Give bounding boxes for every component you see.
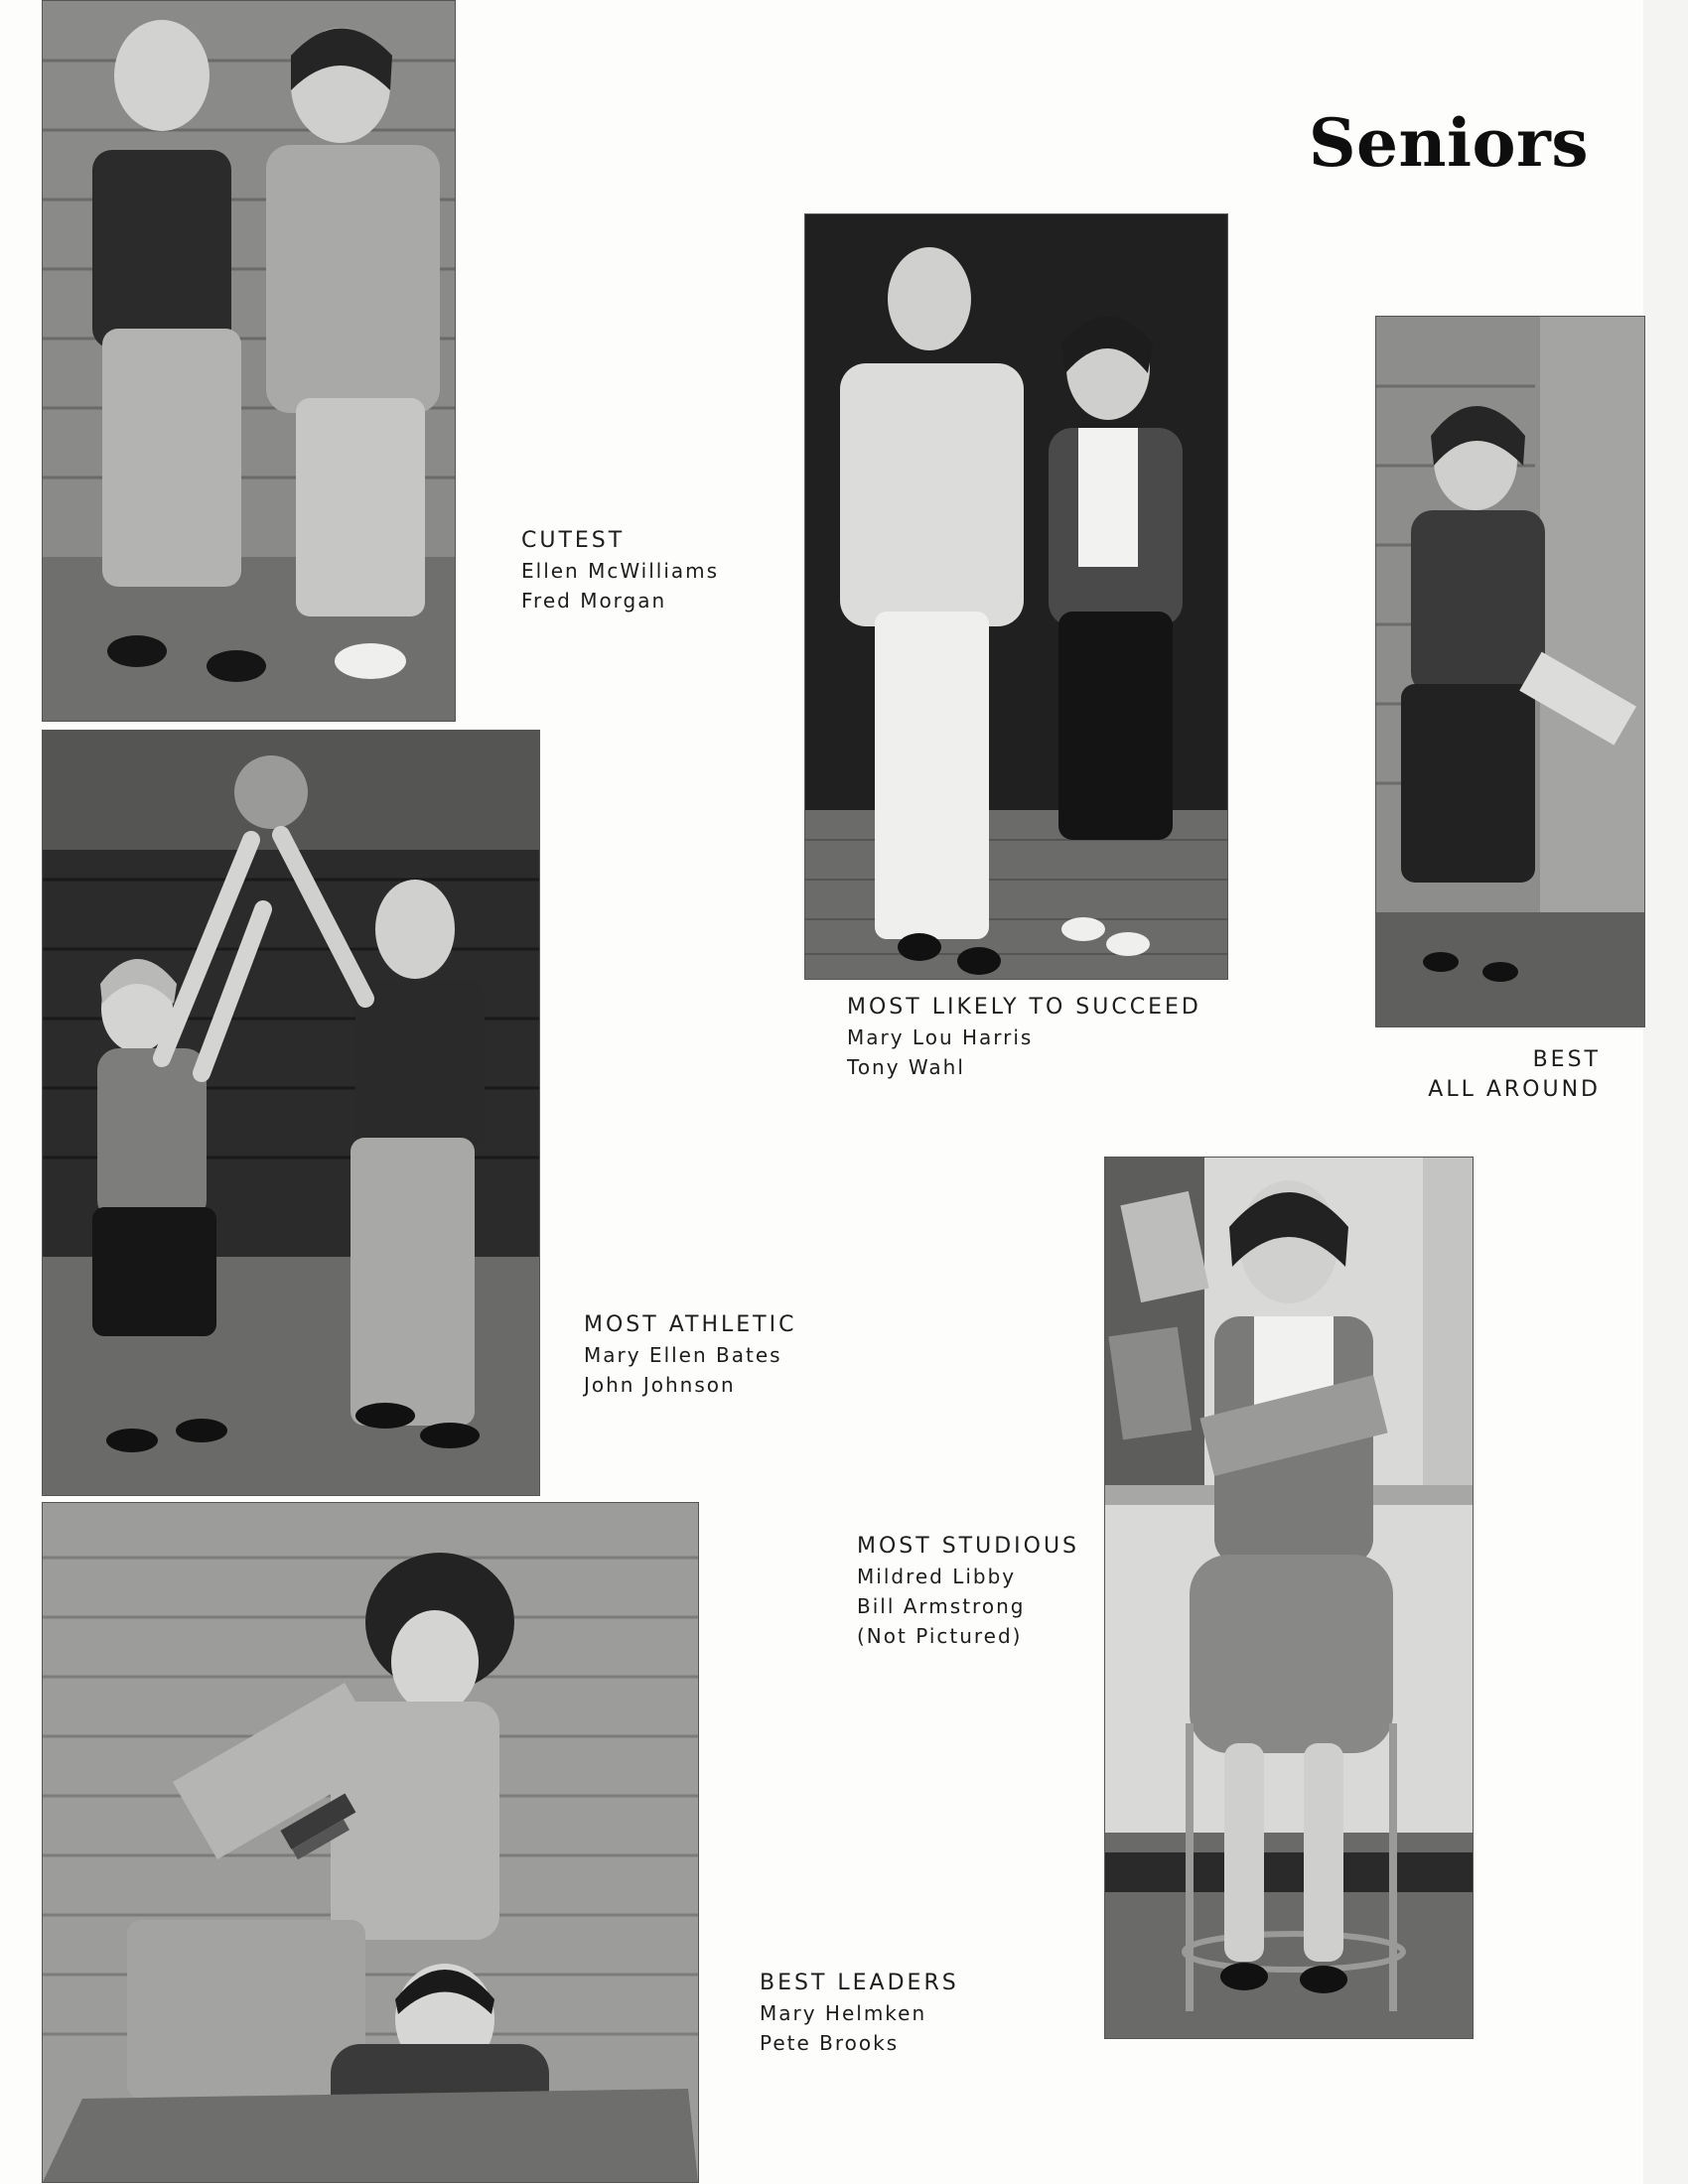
caption-most-studious [857, 1532, 1079, 1651]
photo-cutest [42, 0, 456, 722]
photo-best-all-around [1375, 316, 1645, 1027]
photo-most-studious [1104, 1157, 1474, 2039]
award-title-most-athletic: MOST ATHLETIC [584, 1312, 797, 1337]
caption-best-all-around [1390, 1045, 1601, 1105]
page-edge [1643, 0, 1688, 2184]
award-note: (Not Pictured) [857, 1624, 1023, 1648]
award-title-most-studious: MOST STUDIOUS [857, 1534, 1080, 1559]
caption-cutest [521, 526, 719, 615]
photo-most-likely-to-succeed [804, 213, 1228, 980]
award-name: Fred Morgan [521, 589, 667, 613]
photo-most-athletic [42, 730, 540, 1496]
award-title-most-likely: MOST LIKELY TO SUCCEED [847, 995, 1201, 1020]
award-title-best-leaders: BEST LEADERS [760, 1971, 959, 1995]
page-heading: Seniors [1308, 104, 1589, 182]
award-title-cutest: CUTEST [521, 528, 626, 553]
award-name: John Johnson [584, 1373, 736, 1397]
award-name: Mary Helmken [760, 2001, 927, 2025]
award-name: Mary Lou Harris [847, 1025, 1034, 1049]
award-name: Mary Ellen Bates [584, 1343, 782, 1367]
award-title-best-all-around-line1: BEST [1532, 1047, 1601, 1072]
award-name: Tony Wahl [847, 1055, 965, 1079]
caption-most-athletic [584, 1310, 796, 1400]
award-title-best-all-around-line2: ALL AROUND [1428, 1077, 1601, 1102]
award-name: Mildred Libby [857, 1565, 1017, 1588]
caption-best-leaders [760, 1969, 959, 2058]
caption-most-likely [847, 993, 1201, 1082]
award-name: Ellen McWilliams [521, 559, 720, 583]
award-name: Bill Armstrong [857, 1594, 1026, 1618]
award-name: Pete Brooks [760, 2031, 900, 2055]
photo-best-leaders [42, 1502, 699, 2183]
